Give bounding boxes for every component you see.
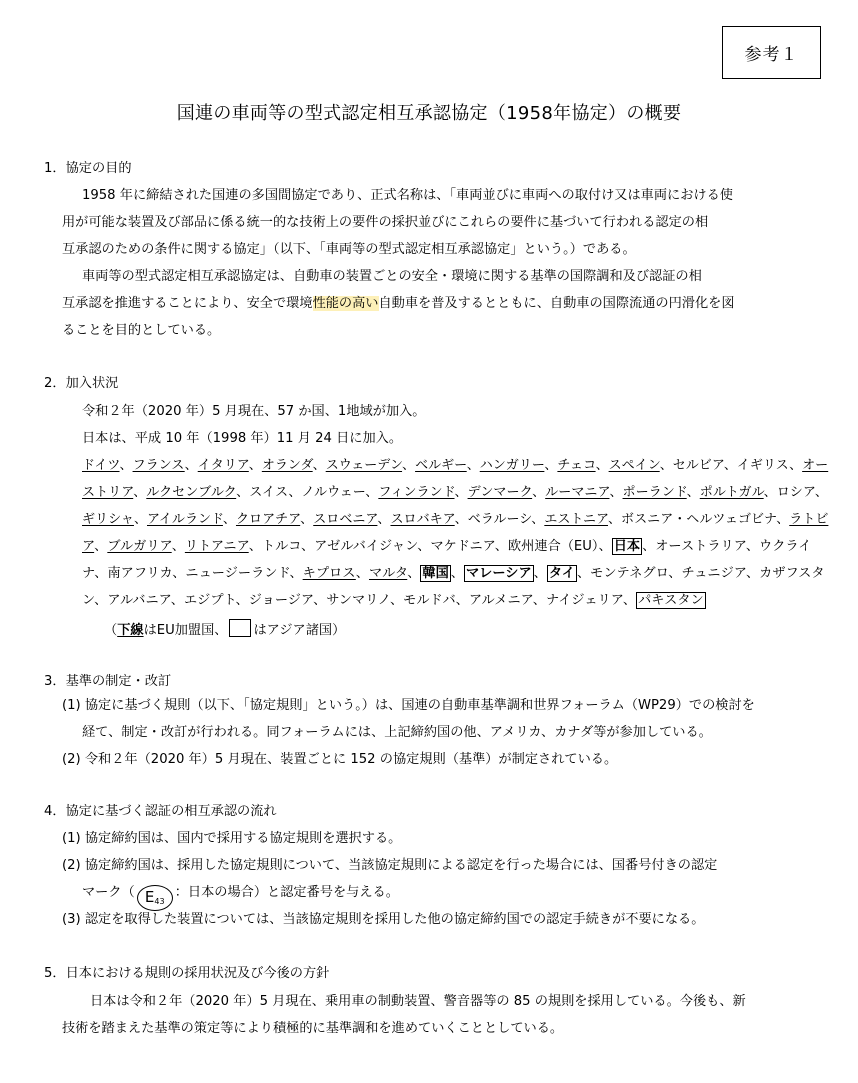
country-asia: タイ	[548, 566, 575, 581]
s3-item2: (2) 令和２年（2020 年）5 月現在、装置ごとに 152 の協定規則（基準）が制定されている。	[62, 752, 618, 767]
s4-item1: (1) 協定締約国は、国内で採用する協定規則を選択する。	[62, 831, 402, 846]
countries-line-5: ナ、南アフリカ、ニュージーランド、キプロス、マルタ、 韓国 、 マレーシア 、 タイ 、モンテネグロ、チュニジア、カザフスタ	[82, 566, 825, 581]
countries-line-3: ギリシャ、アイルランド、クロアチア、スロベニア、スロバキア、ベラルーシ、エストニア、ボスニア・ヘルツェゴビナ、ラトビ	[82, 512, 829, 527]
country-eu: ポルトガル	[699, 485, 764, 500]
reference-label: 参考１	[744, 45, 799, 65]
country-asia: 韓国	[422, 566, 449, 581]
country-eu: フランス	[132, 458, 185, 473]
section-3-heading: 3．基準の制定・改訂	[44, 674, 172, 689]
country: ロシア	[776, 485, 815, 500]
s4-item2-line1: (2) 協定締約国は、採用した協定規則について、当該協定規則による認定を行った場合には、国番号付きの認定	[62, 858, 718, 873]
country: アゼルバイジャン	[314, 539, 418, 554]
country-eu: キプロス	[302, 566, 356, 581]
country-eu: フィンランド	[378, 485, 455, 500]
country: トルコ	[261, 539, 301, 554]
s5-para-line2: 技術を踏まえた基準の策定等により積極的に基準調和を進めていくこととしている。	[62, 1021, 564, 1036]
country-eu: リトアニア	[184, 539, 249, 554]
approval-mark-e43: $E_{43}$	[137, 885, 173, 911]
country: オーストラリア	[655, 539, 746, 554]
country-eu: ルクセンブルク	[146, 485, 237, 500]
country-eu: ルーマニア	[545, 485, 610, 500]
country-eu: ブルガリア	[107, 539, 172, 554]
s3-item1-line2: 経て、制定・改訂が行われる。同フォーラムには、上記締約国の他、アメリカ、カナダ等が参加している。	[82, 725, 712, 740]
country-eu: オー	[802, 458, 829, 473]
s4-item3: (3) 認定を取得した装置については、当該協定規則を採用した他の協定締約国での認定手続きが不要になる。	[62, 912, 705, 927]
country-asia-japan: 日本	[613, 539, 641, 554]
document-title: 国連の車両等の型式認定相互承認協定（1958年協定）の概要	[176, 103, 682, 124]
country-eu: アイルランド	[146, 512, 223, 527]
s1-para2-line2	[62, 295, 735, 313]
country: マケドニア	[430, 539, 495, 554]
s1-para2-line1: 車両等の型式認定相互承認協定は、自動車の装置ごとの安全・環境に関する基準の国際調和及び認証の相	[82, 269, 702, 284]
country: アルメニア	[468, 593, 533, 608]
reference-label-box	[722, 26, 821, 79]
country: カザフスタ	[759, 566, 825, 581]
country: セルビア	[672, 458, 724, 473]
country: ボスニア・ヘルツェゴビナ	[621, 512, 777, 527]
country-eu: スウェーデン	[325, 458, 403, 473]
country-eu: オランダ	[261, 458, 313, 473]
section-1-heading: 1．協定の目的	[44, 161, 132, 176]
country-eu: スロバキア	[390, 512, 455, 527]
country: ノルウェー	[301, 485, 366, 500]
s1-para1-line2: 用が可能な装置及び部品に係る統一的な技術上の要件の採択並びにこれらの要件に基づいて行われる認定の相	[62, 215, 709, 230]
country: サンマリノ	[326, 593, 390, 608]
country-eu: イタリア	[197, 458, 249, 473]
s2-status-line: 令和２年（2020 年）5 月現在、57 か国、1地域が加入。	[82, 404, 426, 419]
legend-asia-text: はアジア諸国）	[253, 623, 346, 638]
section-5-heading: 5．日本における規則の採用状況及び今後の方針	[44, 966, 330, 981]
country-eu: ベルギー	[415, 458, 467, 473]
country-eu: エストニア	[544, 512, 609, 527]
s5-para-line1: 日本は令和２年（2020 年）5 月現在、乗用車の制動装置、警音器等の 85 の規則を採用している。今後も、新	[90, 994, 746, 1009]
s4-item2-line2: マーク（ $E_{43}$：日本の場合）と認定番号を与える。	[82, 884, 399, 902]
countries-line-4: ア、ブルガリア、リトアニア、トルコ、アゼルバイジャン、マケドニア、欧州連合（EU）、 日本 、オーストラリア、ウクライ	[82, 539, 812, 554]
legend-eu-text: はEU加盟国、	[143, 623, 228, 638]
country: 南アフリカ	[107, 566, 173, 581]
country-eu: チェコ	[557, 458, 596, 473]
country: ジョージア	[248, 593, 314, 608]
country: ナイジェリア	[545, 593, 623, 608]
countries-line-1: ドイツ、フランス、イタリア、オランダ、スウェーデン、ベルギー、ハンガリー、チェコ、スペイン、セルビア、イギリス、オー	[82, 458, 829, 473]
country-eu: ア	[82, 539, 95, 554]
s1-para2-line2-pre: 互承認を推進することにより、安全で環境	[62, 296, 313, 311]
section-2-heading: 2．加入状況	[44, 376, 119, 391]
country: 欧州連合（EU）	[507, 539, 599, 554]
countries-line-6: ン、アルバニア、エジプト、ジョージア、サンマリノ、モルドバ、アルメニア、ナイジェリア、 パキスタン	[82, 593, 704, 608]
country: ナ	[82, 566, 95, 581]
country: モンテネグロ	[590, 566, 669, 581]
section-4-heading: 4．協定に基づく認証の相互承認の流れ	[44, 804, 277, 819]
country-eu: スペイン	[608, 458, 660, 473]
country-eu: ラトビ	[789, 512, 829, 527]
country: ン	[82, 593, 95, 608]
country-eu: ポーランド	[622, 485, 687, 500]
s1-para2-line2-post: 自動車を普及するとともに、自動車の国際流通の円滑化を図	[378, 296, 735, 311]
legend-underline-label: 下線	[117, 623, 144, 638]
country-eu: デンマーク	[467, 485, 533, 500]
country-asia: マレーシア	[465, 566, 532, 581]
country: ベラルーシ	[467, 512, 532, 527]
country: イギリス	[736, 458, 790, 473]
s1-para1-line3: 互承認のための条件に関する協定」（以下、「車両等の型式認定相互承認協定」という。）である。	[62, 242, 636, 257]
country: エジプト	[183, 593, 236, 608]
countries-legend: （下線はEU加盟国、 はアジア諸国）	[104, 619, 345, 637]
country: スイス	[249, 485, 289, 500]
legend-box-sample	[229, 619, 251, 637]
s1-para1-line1: 1958 年に締結された国連の多国間協定であり、正式名称は、「車両並びに車両への取付け又は車両における使	[82, 188, 733, 203]
country: アルバニア	[107, 593, 171, 608]
country: チュニジア	[681, 566, 746, 581]
s2-japan-line: 日本は、平成 10 年（1998 年）11 月 24 日に加入。	[82, 431, 403, 446]
country-eu: マルタ	[368, 566, 408, 581]
country-eu: ギリシャ	[82, 512, 134, 527]
country-eu: ハンガリー	[479, 458, 545, 473]
country-eu: クロアチア	[235, 512, 301, 527]
country-asia: パキスタン	[638, 593, 704, 608]
countries-line-2: ストリア、ルクセンブルク、スイス、ノルウェー、フィンランド、デンマーク、ルーマニア、ポーランド、ポルトガル、ロシア、	[82, 485, 828, 500]
country-eu: ストリア	[82, 485, 134, 500]
country-eu: ドイツ	[82, 458, 120, 473]
s1-para2-line3: ることを目的としている。	[62, 323, 221, 338]
highlighted-text: 性能の高い	[312, 296, 379, 311]
country-eu: スロベニア	[313, 512, 378, 527]
country: ニュージーランド	[185, 566, 290, 581]
country: モルドバ	[403, 593, 456, 608]
s3-item1-line1: (1) 協定に基づく規則（以下、「協定規則」という。）は、国連の自動車基準調和世界フォーラム（WP29）での検討を	[62, 698, 755, 713]
country: ウクライ	[759, 539, 812, 554]
